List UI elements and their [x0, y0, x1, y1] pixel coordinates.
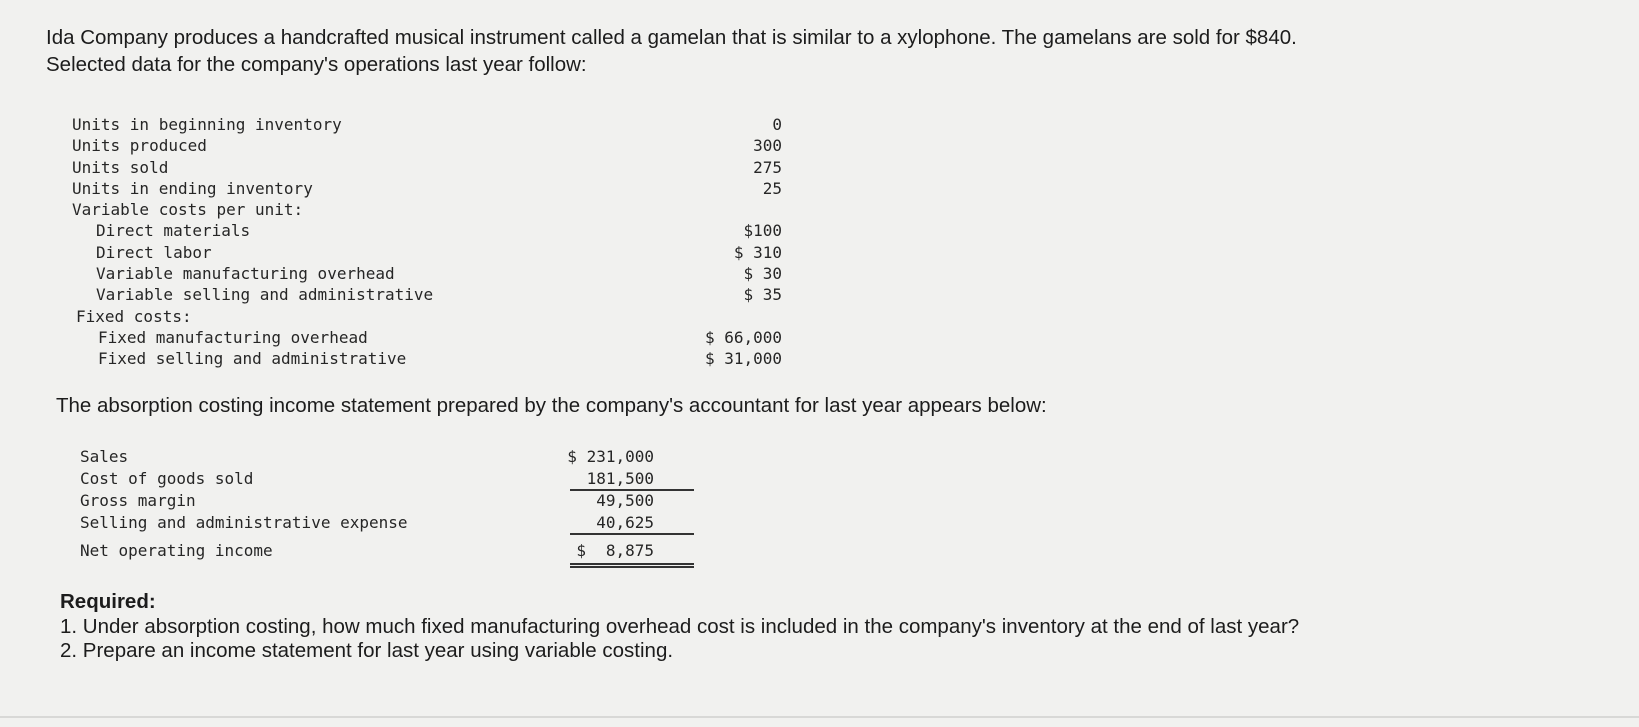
- row-label: Fixed selling and administrative: [98, 349, 407, 369]
- requirement-item: 1. Under absorption costing, how much fixed manufacturing overhead cost is included in the company's inventory at the end of last year?: [60, 614, 1300, 638]
- row-value: $ 231,000: [567, 447, 654, 466]
- data-row: [72, 114, 782, 135]
- row-value: 49,500: [596, 491, 654, 510]
- statement-row: [80, 490, 696, 512]
- problem-intro: Ida Company produces a handcrafted musical instrument called a gamelan that is similar to a xylophone. The gamelans are sold for $840. Selected data for the company's operations last year follow:: [46, 26, 1297, 76]
- row-label: Units sold: [72, 157, 169, 177]
- data-row: [72, 135, 782, 156]
- row-label: Fixed manufacturing overhead: [98, 327, 368, 347]
- data-row: [72, 242, 782, 263]
- row-value: $ 310: [733, 242, 782, 262]
- data-section-heading: [72, 306, 782, 327]
- row-label: Sales: [80, 447, 129, 466]
- row-value: 25: [762, 178, 782, 198]
- statement-row: [80, 446, 696, 468]
- total-rule: [570, 566, 694, 568]
- statement-row: [80, 512, 696, 534]
- row-label: Variable costs per unit:: [72, 200, 304, 220]
- statement-row: [80, 468, 696, 490]
- row-label: Units in beginning inventory: [72, 115, 342, 134]
- row-label: Variable manufacturing overhead: [96, 264, 395, 284]
- row-label: Net operating income: [80, 541, 273, 560]
- row-label: Units produced: [72, 136, 207, 156]
- absorption-income-statement: [80, 446, 696, 562]
- row-value: $ 31,000: [704, 349, 782, 369]
- data-row: [72, 348, 782, 369]
- total-rule: [570, 563, 694, 565]
- page-bottom-divider: [0, 716, 1639, 718]
- row-value: 8,875: [605, 541, 654, 560]
- data-row: [72, 327, 782, 348]
- row-value: $ 30: [743, 264, 782, 284]
- operations-data-table: [72, 114, 782, 370]
- row-value: 300: [753, 136, 782, 156]
- row-label: Direct materials: [96, 221, 251, 241]
- row-label: Units in ending inventory: [72, 178, 313, 198]
- row-value: 275: [753, 157, 782, 177]
- data-row: [72, 157, 782, 178]
- requirements-section: [60, 590, 1370, 664]
- data-row: [72, 263, 782, 284]
- row-value: $100: [743, 221, 782, 241]
- row-label: Fixed costs:: [76, 306, 192, 326]
- statement-row: [80, 540, 696, 562]
- data-row: [72, 284, 782, 305]
- row-label: Selling and administrative expense: [80, 513, 408, 532]
- subtotal-rule: [570, 489, 694, 491]
- income-statement-intro: The absorption costing income statement prepared by the company's accountant for last year appears below:: [56, 394, 1047, 417]
- row-label: Cost of goods sold: [80, 469, 254, 488]
- currency-symbol: $: [576, 541, 586, 560]
- requirement-item: 2. Prepare an income statement for last year using variable costing.: [60, 639, 674, 662]
- requirements-title: Required:: [60, 590, 156, 613]
- row-label: Variable selling and administrative: [96, 285, 434, 305]
- row-value: 40,625: [596, 513, 654, 532]
- data-section-heading: [72, 199, 782, 220]
- row-value: 181,500: [586, 469, 654, 488]
- data-row: [72, 220, 782, 241]
- row-value: $ 35: [743, 285, 782, 305]
- data-row: [72, 178, 782, 199]
- row-label: Direct labor: [96, 242, 212, 262]
- subtotal-rule: [570, 533, 694, 535]
- row-label: Gross margin: [80, 491, 196, 510]
- row-value: $ 66,000: [704, 327, 782, 347]
- row-value: 0: [772, 115, 782, 134]
